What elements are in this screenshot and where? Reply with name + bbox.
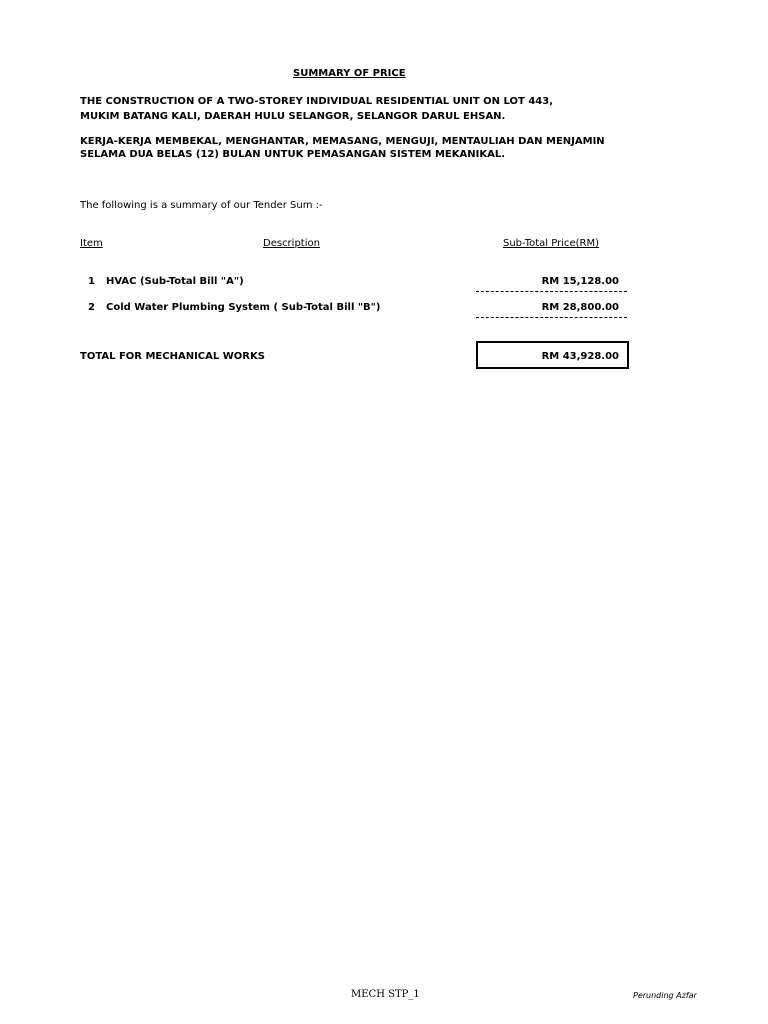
row-item-number: 2 bbox=[88, 302, 95, 313]
row-amount: RM 15,128.00 bbox=[476, 276, 627, 292]
total-box bbox=[476, 341, 629, 369]
scope-line-2: SELAMA DUA BELAS (12) BULAN UNTUK PEMASANGAN SISTEM MEKANIKAL. bbox=[80, 149, 505, 160]
row-description: Cold Water Plumbing System ( Sub-Total Bill "B") bbox=[106, 302, 381, 313]
project-title-line-2: MUKIM BATANG KALI, DAERAH HULU SELANGOR, SELANGOR DARUL EHSAN. bbox=[80, 111, 506, 122]
row-item-number: 1 bbox=[88, 276, 95, 287]
column-header-price: Sub-Total Price(RM) bbox=[503, 238, 600, 249]
total-label: TOTAL FOR MECHANICAL WORKS bbox=[80, 351, 265, 362]
page-title: SUMMARY OF PRICE bbox=[293, 68, 406, 79]
footer-company: Perunding Azfar bbox=[633, 991, 697, 1000]
row-description: HVAC (Sub-Total Bill "A") bbox=[106, 276, 244, 287]
column-header-item: Item bbox=[80, 238, 103, 249]
footer-sheet-name: MECH STP_1 bbox=[351, 989, 420, 1000]
scope-line-1: KERJA-KERJA MEMBEKAL, MENGHANTAR, MEMASANG, MENGUJI, MENTAULIAH DAN MENJAMIN bbox=[80, 136, 605, 147]
total-amount: RM 43,928.00 bbox=[541, 351, 619, 362]
project-title-line-1: THE CONSTRUCTION OF A TWO-STOREY INDIVIDUAL RESIDENTIAL UNIT ON LOT 443, bbox=[80, 96, 554, 107]
column-header-description: Description bbox=[263, 238, 320, 249]
row-amount: RM 28,800.00 bbox=[476, 302, 627, 318]
intro-text: The following is a summary of our Tender Sum :- bbox=[80, 200, 323, 211]
